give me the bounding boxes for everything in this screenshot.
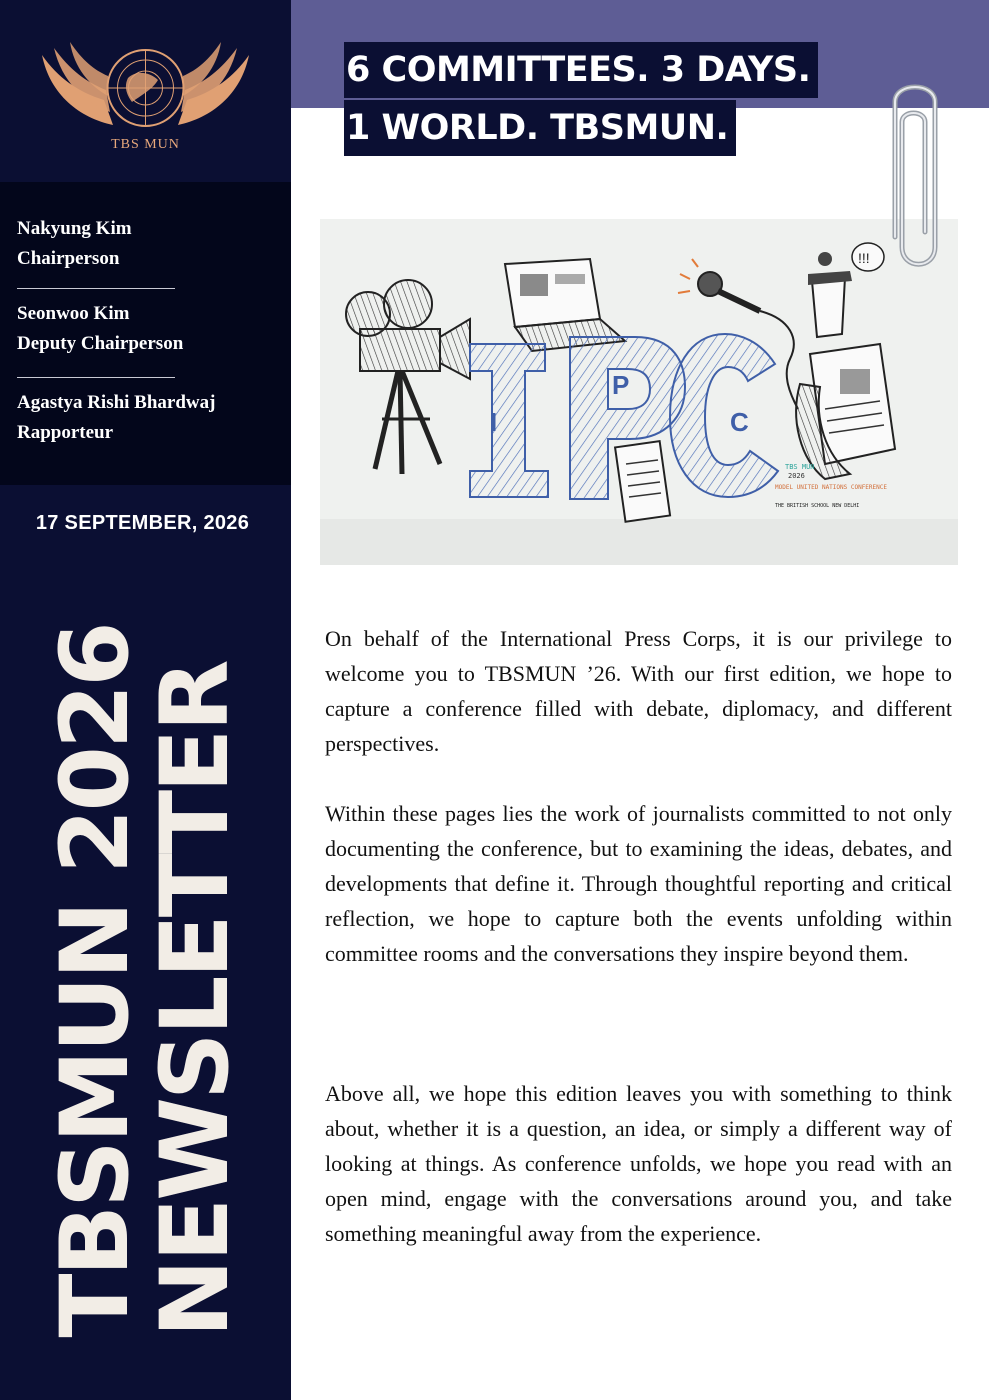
body-paragraph-1: On behalf of the International Press Corps, it is our privilege to welcome you to TBSMUN ’26. With our first edition, we hope to capture a conference filled with debate, diplomacy, and different perspectives. bbox=[325, 626, 952, 756]
body-paragraph-2: Within these pages lies the work of journalists committed to not only documenting the conference, but to examining the ideas, debates, and developments that define it. Through thoughtful reporting and critical reflection, we hope to capture both the events unfolding within committee rooms and the conversations they inspire beyond them. bbox=[325, 801, 952, 966]
sidebar bbox=[0, 0, 291, 1400]
body-paragraph-3: Above all, we hope this edition leaves you with something to think about, whether it is a question, an idea, or simply a different way of looking at things. As conference unfolds, we hope you read with an open mind, engage with the conversations around you, and take something meaningful away from the experience. bbox=[325, 1081, 952, 1246]
divider bbox=[17, 288, 175, 289]
issue-date: 17 SEPTEMBER, 2026 bbox=[35, 512, 250, 534]
caption-line-2: 2026 bbox=[788, 472, 805, 480]
side-title-line1: TBSMUN 2026 bbox=[41, 624, 150, 1338]
letter-p: P bbox=[612, 370, 630, 400]
side-title-line2: NEWSLETTER bbox=[141, 662, 250, 1338]
member-rapporteur bbox=[17, 388, 215, 448]
letter-i: I bbox=[490, 407, 498, 437]
member-role: Chairperson bbox=[17, 248, 120, 269]
caption-line-4: THE BRITISH SCHOOL NEW DELHI bbox=[775, 503, 860, 509]
member-deputy-chairperson bbox=[17, 299, 183, 359]
headline-line1: 6 COMMITTEES. 3 DAYS. bbox=[344, 42, 818, 98]
member-name: Agastya Rishi Bhardwaj bbox=[17, 392, 216, 413]
headline-line2: 1 WORLD. TBSMUN. bbox=[344, 100, 736, 156]
letter-c: C bbox=[730, 407, 749, 437]
speech-bubble-text: !!! bbox=[858, 250, 870, 266]
member-role: Rapporteur bbox=[17, 422, 114, 443]
member-chairperson bbox=[17, 214, 132, 274]
logo bbox=[0, 0, 291, 182]
member-name: Seonwoo Kim bbox=[17, 303, 130, 324]
member-role: Deputy Chairperson bbox=[17, 333, 184, 354]
notepad-icon bbox=[615, 441, 670, 522]
member-name: Nakyung Kim bbox=[17, 218, 132, 239]
caption-line-3: MODEL UNITED NATIONS CONFERENCE bbox=[775, 484, 887, 491]
team-box bbox=[0, 182, 291, 485]
logo-text: TBS MUN bbox=[111, 137, 180, 152]
divider bbox=[17, 377, 175, 378]
paperclip-icon bbox=[880, 72, 950, 272]
un-emblem-wings-icon bbox=[0, 0, 291, 182]
caption-line-1: TBS MUN bbox=[785, 463, 815, 471]
whiteboard-photo bbox=[320, 219, 958, 565]
